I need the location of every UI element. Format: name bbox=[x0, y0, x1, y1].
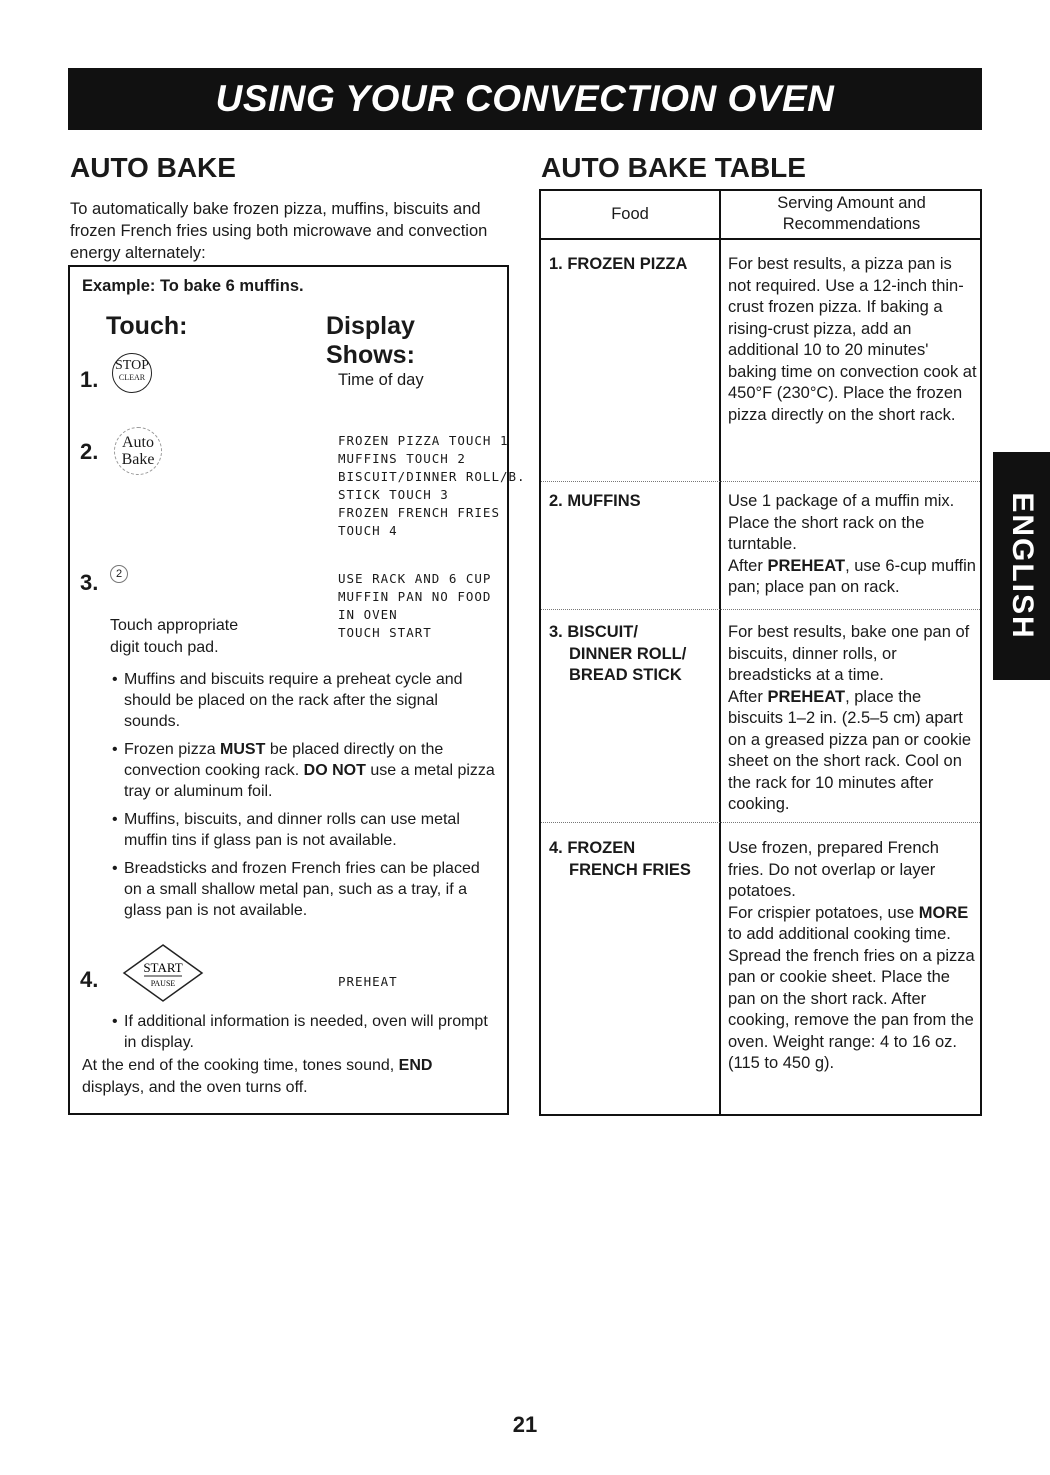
language-tab: ENGLISH bbox=[993, 452, 1050, 680]
auto-bake-table-heading: AUTO BAKE TABLE bbox=[541, 152, 806, 183]
auto-bake-label-2: Bake bbox=[121, 451, 155, 468]
table-header-rule bbox=[541, 238, 980, 240]
serving-column-header: Serving Amount and Recommendations bbox=[777, 194, 926, 233]
example-box bbox=[68, 265, 526, 1115]
step-4-display: PREHEAT bbox=[338, 974, 398, 989]
row-divider bbox=[541, 481, 980, 482]
step-3-notes bbox=[112, 669, 497, 928]
step-4-number: 4. bbox=[80, 967, 99, 992]
note-item: • If additional information is needed, oven will prompt in display. bbox=[112, 1011, 497, 1053]
auto-bake-label-1: Auto bbox=[122, 434, 154, 451]
svg-text:PAUSE: PAUSE bbox=[150, 979, 176, 988]
table-row-food: 2. MUFFINS bbox=[549, 492, 641, 510]
step-3-caption: Touch appropriate digit touch pad. bbox=[110, 617, 239, 656]
step-3-number: 3. bbox=[80, 570, 99, 595]
stop-clear-button[interactable] bbox=[112, 353, 152, 393]
display-column-header: Display Shows: bbox=[326, 312, 415, 369]
step-1-display: Time of day bbox=[338, 371, 424, 389]
clear-label: CLEAR bbox=[118, 373, 146, 382]
auto-bake-heading: AUTO BAKE bbox=[70, 152, 236, 183]
step-1-number: 1. bbox=[80, 367, 99, 392]
table-row-food: 3. BISCUIT/ DINNER ROLL/ BREAD STICK bbox=[549, 623, 687, 684]
digit-2-button[interactable]: 2 bbox=[110, 565, 128, 583]
step-4-notes bbox=[112, 1011, 497, 1060]
page-banner: USING YOUR CONVECTION OVEN bbox=[68, 68, 982, 130]
page-number: 21 bbox=[512, 1412, 538, 1437]
step-3-display: USE RACK AND 6 CUP MUFFIN PAN NO FOOD IN OVEN TOUCH START bbox=[338, 571, 492, 640]
step-2-number: 2. bbox=[80, 439, 99, 464]
row-divider bbox=[541, 822, 980, 823]
table-row-recommendation: Use frozen, prepared French fries. Do not overlap or layer potatoes. For crispier potatoes, use MORE to add additional cooking time. Spread the french fries on a pizza pan or cookie sheet. Place the pan on the short rack. After cooking, remove the pan from the oven. Weight range: 4 to 16 oz. (115 to 450 g). bbox=[728, 839, 975, 1072]
table-row-food: 1. FROZEN PIZZA bbox=[549, 255, 688, 273]
auto-bake-button[interactable] bbox=[114, 427, 162, 475]
closing-text: At the end of the cooking time, tones sound, END displays, and the oven turns off. bbox=[82, 1057, 433, 1096]
auto-bake-table bbox=[539, 189, 982, 1116]
note-item: • Muffins and biscuits require a preheat cycle and should be placed on the rack after the signal sounds. bbox=[112, 669, 497, 732]
note-item: • Breadsticks and frozen French fries can be placed on a small shallow metal pan, such as a tray, if a glass pan is not available. bbox=[112, 858, 497, 921]
table-row-food: 4. FROZEN FRENCH FRIES bbox=[549, 839, 691, 879]
stop-label: STOP bbox=[115, 358, 149, 373]
start-pause-diamond-icon bbox=[122, 943, 204, 1003]
start-pause-button[interactable] bbox=[122, 943, 204, 1003]
note-item: • Frozen pizza MUST be placed directly on the convection cooking rack. DO NOT use a metal pizza tray or aluminum foil. bbox=[112, 739, 497, 802]
food-column-header: Food bbox=[611, 205, 649, 223]
table-row-recommendation: Use 1 package of a muffin mix. Place the short rack on the turntable. After PREHEAT, use 6-cup muffin pan; place pan on rack. bbox=[728, 492, 976, 596]
svg-text:START: START bbox=[143, 960, 183, 975]
touch-column-header: Touch: bbox=[106, 312, 188, 340]
step-2-display: FROZEN PIZZA TOUCH 1 MUFFINS TOUCH 2 BISCUIT/DINNER ROLL/B. STICK TOUCH 3 FROZEN FRENCH FRIES TOUCH 4 bbox=[338, 433, 526, 538]
note-item: • Muffins, biscuits, and dinner rolls can use metal muffin tins if glass pan is not available. bbox=[112, 809, 497, 851]
table-row-recommendation: For best results, a pizza pan is not required. Use a 12-inch thin-crust frozen pizza. If baking a rising-crust pizza, add an additional 10 to 20 minutes' baking time on convection cook at 450°F (230°C). Place the frozen pizza directly on the short rack. bbox=[728, 255, 977, 424]
row-divider bbox=[541, 609, 980, 610]
table-row-recommendation: For best results, bake one pan of biscuits, dinner rolls, or breadsticks at a time. After PREHEAT, place the biscuits 1–2 in. (2.5–5 cm) apart on a greased pizza pan or cookie sheet on the short rack. Cool on the rack for 10 minutes after cooking. bbox=[728, 623, 972, 813]
auto-bake-intro: To automatically bake frozen pizza, muffins, biscuits and frozen French fries using both microwave and convection energy alternately: bbox=[70, 200, 488, 262]
table-divider bbox=[719, 191, 721, 1114]
example-title: Example: To bake 6 muffins. bbox=[82, 277, 304, 295]
